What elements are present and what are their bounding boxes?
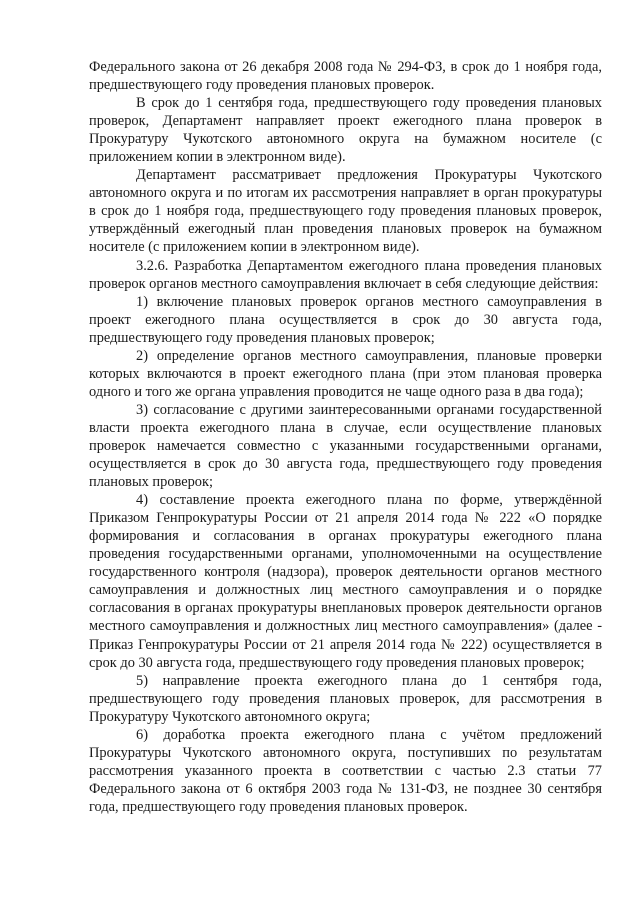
list-item-1: 1) включение плановых проверок органов местного самоуправления в проект ежегодного плана осуществляется в срок до 30 августа года, предшествующего году проведения плановых проверок; — [89, 293, 602, 346]
document-page — [89, 58, 602, 816]
list-item-4: 4) составление проекта ежегодного плана по форме, утверждённой Приказом Генпрокуратуры России от 21 апреля 2014 года № 222 «О порядке формирования и согласования в органах прокуратуры ежегодного плана проведения государственными органами, уполномоченными на осуществление государственного контроля (надзора), проверок деятельности органов местного самоуправления и должностных лиц местного самоуправления и о порядке согласования в органах прокуратуры внеплановых проверок деятельности органов местного самоуправления и должностных лиц местного самоуправления» (далее - Приказ Генпрокуратуры России от 21 апреля 2014 года № 222) осуществляется в срок до 30 августа года, предшествующего году проведения плановых проверок; — [89, 492, 602, 671]
list-item-5: 5) направление проекта ежегодного плана до 1 сентября года, предшествующего году проведения плановых проверок, для рассмотрения в Прокуратуру Чукотского автономного округа; — [89, 672, 602, 725]
paragraph-section-3-2-6: 3.2.6. Разработка Департаментом ежегодного плана проведения плановых проверок органов местного самоуправления включает в себя следующие действия: — [89, 257, 602, 292]
paragraph-submission-deadline: В срок до 1 сентября года, предшествующего году проведения плановых проверок, Департамент направляет проект ежегодного плана проверок в Прокуратуру Чукотского автономного округа на бумажном носителе (с приложением копии в электронном виде). — [89, 95, 602, 166]
paragraph-review-proposals: Департамент рассматривает предложения Прокуратуры Чукотского автономного округа и по итогам их рассмотрения направляет в орган прокуратуры в срок до 1 ноября года, предшествующего году проведения плановых проверок, утверждённый ежегодный план проведения плановых проверок на бумажном носителе (с приложением копии в электронном виде). — [89, 167, 602, 256]
list-item-6: 6) доработка проекта ежегодного плана с учётом предложений Прокуратуры Чукотского автономного округа, поступивших по результатам рассмотрения указанного проекта в соответствии с частью 2.3 статьи 77 Федерального закона от 6 октября 2003 года № 131-ФЗ, не позднее 30 сентября года, предшествующего году проведения плановых проверок. — [89, 726, 602, 815]
list-item-2: 2) определение органов местного самоуправления, плановые проверки которых включаются в проект ежегодного плана (при этом плановая проверка одного и того же органа управления проводится не чаще одного раза в два года); — [89, 347, 602, 400]
paragraph-continuation: Федерального закона от 26 декабря 2008 года № 294-ФЗ, в срок до 1 ноября года, предшествующего году проведения плановых проверок. — [89, 59, 602, 94]
list-item-3: 3) согласование с другими заинтересованными органами государственной власти проекта ежегодного плана в случае, если осуществление плановых проверок намечается совместно с указанными государственными органами, осуществляется в срок до 30 августа года, предшествующего году проведения плановых проверок; — [89, 401, 602, 491]
